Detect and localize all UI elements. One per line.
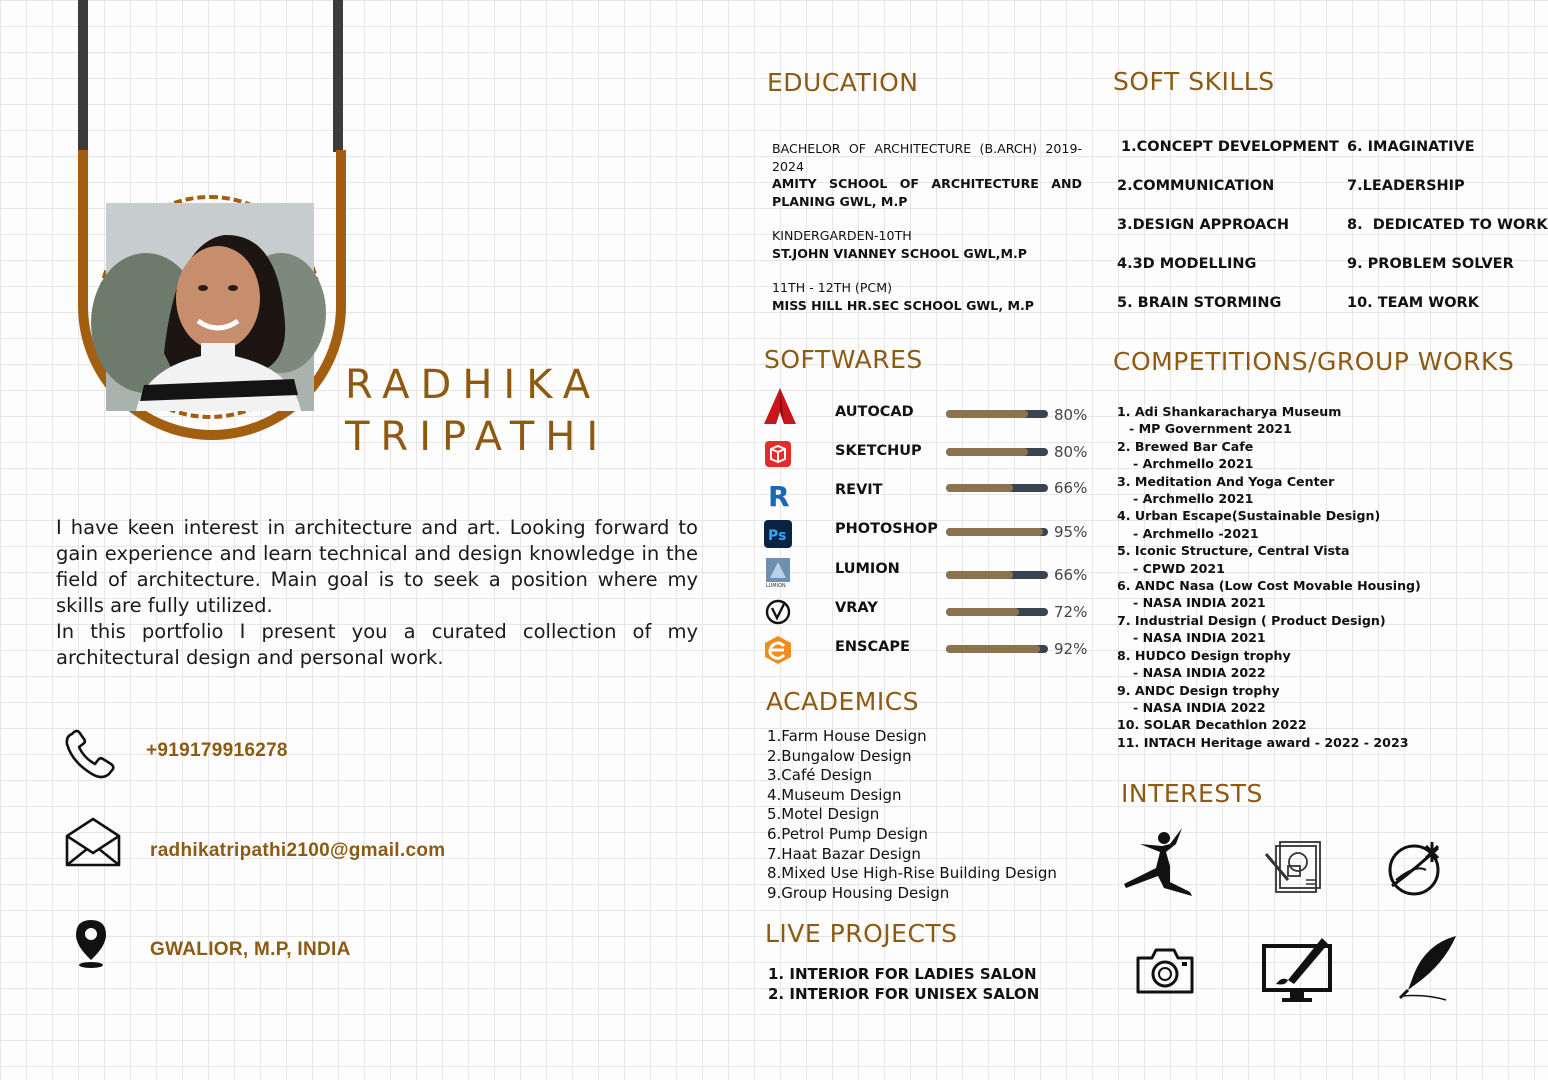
competition-line: 1. Adi Shankaracharya Museum — [1117, 404, 1342, 419]
travel-globe-icon — [1386, 840, 1450, 896]
competition-line: - Archmello -2021 — [1133, 525, 1259, 541]
competition-line: 4. Urban Escape(Sustainable Design) — [1117, 508, 1381, 524]
competition-line: 3. Meditation And Yoga Center — [1117, 473, 1335, 489]
academic-item: 2.Bungalow Design — [767, 746, 912, 765]
academic-item: 8.Mixed Use High-Rise Building Design — [767, 864, 1057, 883]
soft-skill-item: 5. BRAIN STORMING — [1117, 295, 1282, 311]
email-address[interactable]: radhikatripathi2100@gmail.com — [150, 840, 446, 861]
soft-skill-item: 6. IMAGINATIVE — [1347, 139, 1475, 155]
dancer-icon — [1120, 826, 1196, 904]
soft-skills-heading: SOFT SKILLS — [1113, 67, 1275, 96]
lumion-icon — [762, 556, 794, 588]
sketchup-icon — [762, 438, 794, 470]
skill-percent: 66% — [1054, 479, 1088, 497]
software-name: AUTOCAD — [835, 404, 914, 420]
about-paragraph: In this portfolio I present you a curated collection of my architectural design and personal work. — [56, 620, 698, 669]
education-heading: EDUCATION — [767, 68, 919, 97]
education-school: MISS HILL HR.SEC SCHOOL GWL, M.P — [772, 297, 1035, 313]
academic-item: 3.Café Design — [767, 766, 873, 785]
about-paragraph: I have keen interest in architecture and art. Looking forward to gain experience and learn technical and design knowledge in the field of architecture. Main goal is to seek a position where my skills are fully utilized. — [56, 516, 698, 617]
skill-bar-fill — [946, 410, 1028, 418]
academics-heading: ACADEMICS — [766, 687, 920, 716]
lumion-icon-text: LUMION — [766, 583, 786, 589]
email-icon — [64, 816, 122, 868]
revit-icon-text: R — [768, 480, 790, 513]
competition-line: 10. SOLAR Decathlon 2022 — [1117, 717, 1307, 733]
competition-line: 2. Brewed Bar Cafe — [1117, 438, 1254, 454]
decor-bar-left — [78, 0, 88, 152]
skill-bar-fill — [946, 571, 1013, 579]
skill-bar — [946, 410, 1048, 418]
education-entry — [772, 140, 1082, 210]
profile-photo — [106, 203, 314, 411]
photoshop-icon-text: Ps — [768, 528, 787, 544]
soft-skill-item: 8. DEDICATED TO WORK — [1347, 217, 1548, 233]
skill-bar-fill — [946, 528, 1043, 536]
skill-bar-fill — [946, 608, 1019, 616]
competition-line: - MP Government 2021 — [1129, 421, 1292, 437]
skill-percent: 95% — [1054, 523, 1088, 541]
academic-item: 4.Museum Design — [767, 785, 902, 804]
academics-list — [767, 727, 1057, 903]
skill-bar-fill — [946, 484, 1013, 492]
soft-skill-item: 2.COMMUNICATION — [1117, 178, 1275, 194]
location-pin-icon — [72, 918, 110, 970]
softwares-heading: SOFTWARES — [764, 345, 923, 374]
first-name: RADHIKA — [345, 362, 602, 408]
education-degree: BACHELOR OF ARCHITECTURE (B.ARCH) 2019-2024 — [772, 141, 1082, 174]
vray-icon — [762, 596, 794, 628]
education-degree: KINDERGARDEN-10TH — [772, 228, 912, 243]
skill-bar — [946, 448, 1048, 456]
soft-skill-item: 10. TEAM WORK — [1347, 295, 1479, 311]
competition-line: 8. HUDCO Design trophy — [1117, 647, 1291, 663]
live-project-item: 2. INTERIOR FOR UNISEX SALON — [768, 985, 1040, 1003]
decor-bar-right — [333, 0, 343, 152]
competitions-heading: COMPETITIONS/GROUP WORKS — [1113, 347, 1515, 376]
software-name: PHOTOSHOP — [835, 521, 938, 537]
soft-skill-item: 4.3D MODELLING — [1117, 256, 1257, 272]
sketching-icon — [1264, 840, 1324, 896]
skill-bar — [946, 608, 1048, 616]
soft-skill-item: 1.CONCEPT DEVELOPMENT — [1121, 139, 1339, 155]
photoshop-icon — [762, 518, 794, 550]
enscape-icon — [762, 634, 794, 666]
interests-heading: INTERESTS — [1121, 779, 1263, 808]
skill-bar-fill — [946, 645, 1040, 653]
skill-percent: 66% — [1054, 566, 1088, 584]
competition-line: 5. Iconic Structure, Central Vista — [1117, 543, 1350, 559]
competition-line: - Archmello 2021 — [1133, 491, 1254, 507]
academic-item: 7.Haat Bazar Design — [767, 844, 921, 863]
software-name: ENSCAPE — [835, 639, 910, 655]
skill-percent: 72% — [1054, 603, 1088, 621]
education-school: AMITY SCHOOL OF ARCHITECTURE AND PLANING GWL, M.P — [772, 176, 1082, 209]
last-name: TRIPATHI — [345, 414, 610, 460]
academic-item: 9.Group Housing Design — [767, 883, 950, 902]
autocad-icon — [762, 386, 798, 426]
competition-line: 6. ANDC Nasa (Low Cost Movable Housing) — [1117, 578, 1421, 594]
software-name: SKETCHUP — [835, 443, 922, 459]
academic-item: 1.Farm House Design — [767, 727, 927, 745]
competition-line: 7. Industrial Design ( Product Design) — [1117, 612, 1386, 628]
competition-line: - Archmello 2021 — [1133, 456, 1254, 472]
phone-icon — [64, 730, 118, 780]
skill-bar — [946, 484, 1048, 492]
live-projects-heading: LIVE PROJECTS — [765, 919, 958, 948]
soft-skill-item: 9. PROBLEM SOLVER — [1347, 256, 1514, 272]
live-project-item: 1. INTERIOR FOR LADIES SALON — [768, 965, 1037, 983]
education-entry — [772, 279, 1082, 314]
skill-bar — [946, 645, 1048, 653]
live-projects-list — [768, 964, 1039, 1004]
skill-bar — [946, 571, 1048, 579]
software-name: REVIT — [835, 482, 883, 498]
competition-line: 9. ANDC Design trophy — [1117, 682, 1280, 698]
education-degree: 11TH - 12TH (PCM) — [772, 280, 893, 295]
competition-line: - NASA INDIA 2021 — [1133, 630, 1266, 646]
skill-bar-fill — [946, 448, 1028, 456]
software-name: VRAY — [835, 600, 878, 616]
skill-bar — [946, 528, 1048, 536]
competitions-list — [1117, 403, 1421, 751]
competition-line: - NASA INDIA 2022 — [1133, 665, 1266, 681]
digital-design-icon — [1260, 936, 1334, 1004]
education-school: ST.JOHN VIANNEY SCHOOL GWL,M.P — [772, 245, 1028, 261]
competition-line: - NASA INDIA 2021 — [1133, 595, 1266, 611]
quill-pen-icon — [1396, 934, 1460, 1002]
competition-line: 11. INTACH Heritage award - 2022 - 2023 — [1117, 734, 1409, 750]
skill-percent: 80% — [1054, 406, 1088, 424]
software-name: LUMION — [835, 561, 900, 577]
competition-line: - NASA INDIA 2022 — [1133, 699, 1266, 715]
competition-line: - CPWD 2021 — [1133, 560, 1225, 576]
academic-item: 5.Motel Design — [767, 805, 880, 824]
camera-icon — [1134, 944, 1196, 996]
skill-percent: 80% — [1054, 443, 1088, 461]
revit-icon — [762, 478, 794, 513]
soft-skill-item: 7.LEADERSHIP — [1347, 178, 1465, 194]
about-section — [56, 515, 698, 671]
skill-percent: 92% — [1054, 640, 1088, 658]
phone-number[interactable]: +919179916278 — [146, 740, 288, 761]
soft-skill-item: 3.DESIGN APPROACH — [1117, 217, 1290, 233]
location-text: GWALIOR, M.P, INDIA — [150, 939, 351, 960]
education-entry — [772, 227, 1082, 262]
academic-item: 6.Petrol Pump Design — [767, 824, 928, 843]
